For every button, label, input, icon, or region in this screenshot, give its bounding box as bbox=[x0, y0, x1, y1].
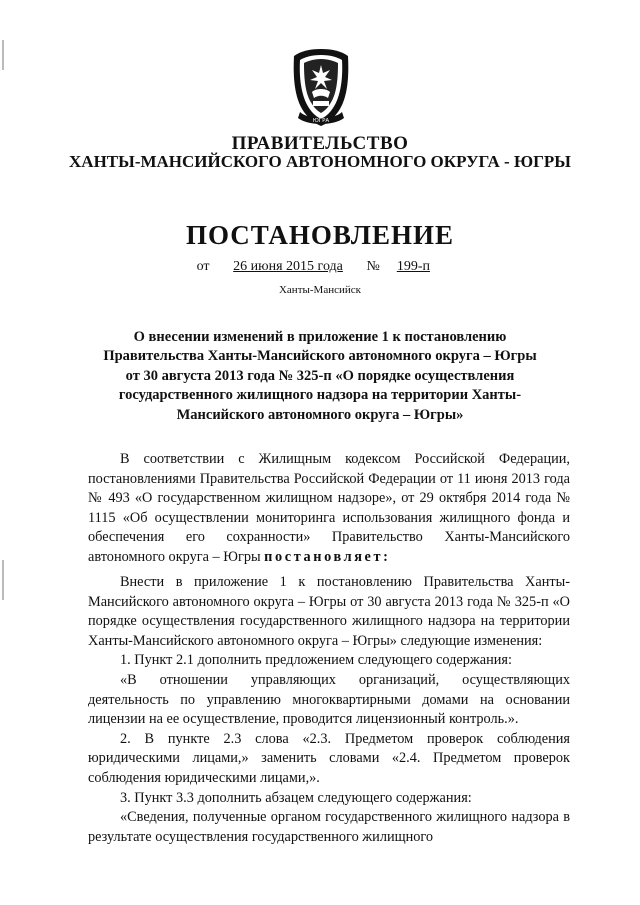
amendment-item: 1. Пункт 2.1 дополнить предложением следующего содержания: bbox=[120, 652, 512, 669]
decree-body bbox=[88, 573, 570, 847]
document-number: 199-п bbox=[396, 259, 430, 274]
number-label: № bbox=[366, 259, 380, 274]
amendment-item: «В отношении управляющих организаций, осуществляющих деятельность по управлению многоквартирными домами на основании лицензии на ее осуществление, проводится лицензионный контроль.». bbox=[88, 671, 570, 728]
coat-of-arms-emblem bbox=[286, 46, 356, 128]
scan-margin-mark bbox=[2, 560, 4, 600]
heading-line: Правительства Ханты-Мансийского автономного округа – Югры bbox=[103, 348, 537, 365]
heading-line: государственного жилищного надзора на территории Ханты- bbox=[118, 387, 522, 404]
government-title: ПРАВИТЕЛЬСТВО bbox=[231, 133, 409, 154]
document-heading bbox=[80, 328, 560, 425]
from-label: от bbox=[196, 259, 210, 274]
heading-line: Мансийского автономного округа – Югры» bbox=[176, 406, 464, 423]
preamble-text: В соответствии с Жилищным кодексом Российской Федерации, постановлениями Правительства Российской Федерации от 11 июня 2013 года № 493 «О государственном жилищном надзоре», от 29 октября 2014 года № 1115 «Об осуществлении мониторинга использования жилищного фонда и обеспечения его сохранности» Правительство Ханты-Мансийского автономного округа – Югры bbox=[88, 451, 570, 565]
decree-word: постановляет: bbox=[264, 548, 391, 565]
document-date: 26 июня 2015 года bbox=[233, 259, 343, 274]
heading-line: от 30 августа 2013 года № 325-п «О порядке осуществления bbox=[125, 367, 515, 384]
body-intro: Внести в приложение 1 к постановлению Правительства Ханты-Мансийского автономного округа – Югры от 30 августа 2013 года № 325-п «О порядке осуществления государственного жилищного надзора на территории Ханты-Мансийского автономного округа – Югры» следующие изменения: bbox=[88, 574, 570, 649]
city-name: Ханты-Мансийск bbox=[278, 284, 361, 296]
amendment-item: «Сведения, полученные органом государственного жилищного надзора в результате осуществления государственного жилищного bbox=[88, 809, 570, 845]
amendment-item: 2. В пункте 2.3 слова «2.3. Предметом проверок соблюдения юридическими лицами,» заменить словами «2.4. Предметом проверок соблюдения юридическими лицами,». bbox=[88, 730, 570, 786]
svg-text:ЮГРА: ЮГРА bbox=[312, 118, 330, 124]
date-number-line bbox=[0, 259, 640, 275]
amendment-item: 3. Пункт 3.3 дополнить абзацем следующего содержания: bbox=[120, 789, 472, 806]
heading-line: О внесении изменений в приложение 1 к постановлению bbox=[133, 329, 507, 345]
document-type: ПОСТАНОВЛЕНИЕ bbox=[185, 220, 455, 250]
preamble-paragraph bbox=[88, 450, 570, 568]
scan-margin-mark bbox=[2, 40, 4, 70]
region-title: ХАНТЫ-МАНСИЙСКОГО АВТОНОМНОГО ОКРУГА - ЮГРЫ bbox=[69, 152, 571, 171]
